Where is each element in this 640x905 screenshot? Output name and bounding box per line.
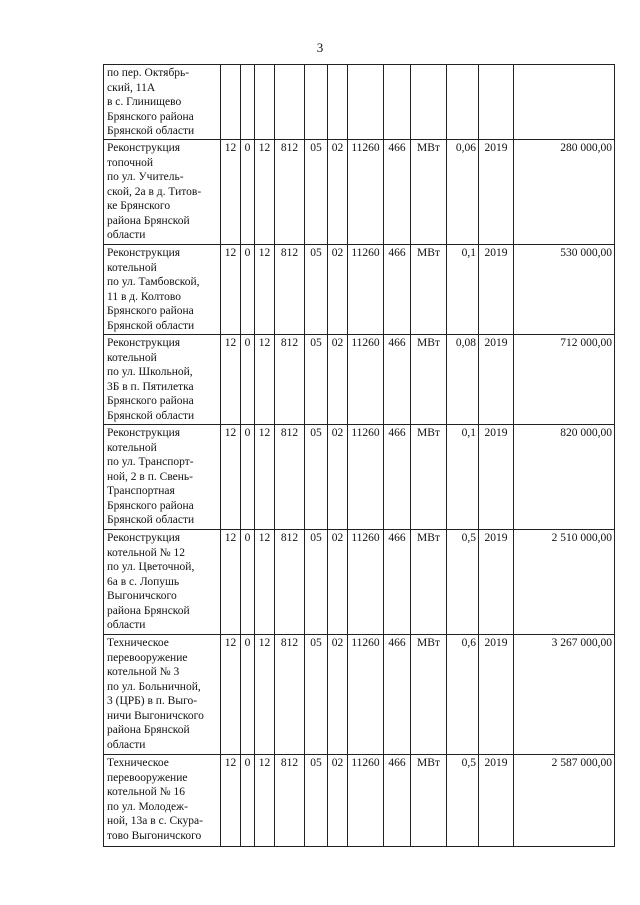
- cell-amount: 712 000,00: [514, 335, 615, 425]
- cell-col-6: 02: [328, 335, 348, 425]
- cell-col-3: 12: [255, 245, 275, 335]
- cell-col-3: 12: [255, 425, 275, 530]
- page-number: 3: [316, 40, 324, 55]
- cell-col-6: 02: [328, 425, 348, 530]
- cell-col-5: 05: [305, 245, 328, 335]
- cell-col-1: 12: [221, 140, 241, 245]
- cell-col-8: 466: [384, 140, 411, 245]
- cell-col-7: 11260: [348, 140, 384, 245]
- cell-col-1: [221, 65, 241, 140]
- table-row: [104, 425, 615, 530]
- cell-year: 2019: [479, 635, 514, 755]
- cell-col-6: 02: [328, 140, 348, 245]
- cell-qty: 0,5: [447, 755, 479, 847]
- table-row: [104, 755, 615, 847]
- cell-year: 2019: [479, 335, 514, 425]
- cell-unit: МВт: [411, 635, 447, 755]
- cell-col-4: 812: [275, 425, 305, 530]
- cell-col-6: 02: [328, 245, 348, 335]
- cell-name: Техническое перевооружение котельной № 3 по ул. Больничной, 3 (ЦРБ) в п. Выго- ничи Выгоничского района Брянской области: [104, 635, 221, 755]
- cell-col-8: 466: [384, 335, 411, 425]
- cell-col-1: 12: [221, 425, 241, 530]
- cell-col-7: 11260: [348, 425, 384, 530]
- cell-year: 2019: [479, 755, 514, 847]
- cell-year: 2019: [479, 245, 514, 335]
- cell-col-5: [305, 65, 328, 140]
- table-row: [104, 635, 615, 755]
- cell-col-8: 466: [384, 755, 411, 847]
- cell-qty: 0,1: [447, 425, 479, 530]
- cell-name: Реконструкция топочной по ул. Учитель- ской, 2а в д. Титов- ке Брянского района Брянской области: [104, 140, 221, 245]
- cell-col-4: 812: [275, 755, 305, 847]
- cell-col-5: 05: [305, 635, 328, 755]
- cell-year: 2019: [479, 425, 514, 530]
- cell-col-2: 0: [241, 245, 255, 335]
- cell-name: Реконструкция котельной № 12 по ул. Цветочной, 6а в с. Лопушь Выгоничского района Брянской области: [104, 530, 221, 635]
- cell-col-4: 812: [275, 245, 305, 335]
- cell-col-8: 466: [384, 425, 411, 530]
- cell-amount: 2 587 000,00: [514, 755, 615, 847]
- cell-year: [479, 65, 514, 140]
- cell-col-4: 812: [275, 140, 305, 245]
- cell-col-2: 0: [241, 530, 255, 635]
- table-row: [104, 335, 615, 425]
- cell-name: Реконструкция котельной по ул. Школьной, 3Б в п. Пятилетка Брянского района Брянской области: [104, 335, 221, 425]
- cell-col-7: 11260: [348, 755, 384, 847]
- cell-col-7: [348, 65, 384, 140]
- cell-unit: МВт: [411, 140, 447, 245]
- cell-col-6: [328, 65, 348, 140]
- cell-col-1: 12: [221, 245, 241, 335]
- cell-col-6: 02: [328, 755, 348, 847]
- table-row: [104, 140, 615, 245]
- cell-col-3: 12: [255, 635, 275, 755]
- cell-qty: 0,6: [447, 635, 479, 755]
- cell-col-5: 05: [305, 755, 328, 847]
- cell-col-5: 05: [305, 425, 328, 530]
- cell-col-2: 0: [241, 335, 255, 425]
- cell-col-7: 11260: [348, 245, 384, 335]
- cell-amount: 3 267 000,00: [514, 635, 615, 755]
- cell-col-1: 12: [221, 635, 241, 755]
- cell-unit: МВт: [411, 245, 447, 335]
- cell-name: по пер. Октябрь- ский, 11А в с. Глинищево Брянского района Брянской области: [104, 65, 221, 140]
- cell-col-6: 02: [328, 530, 348, 635]
- cell-col-7: 11260: [348, 635, 384, 755]
- cell-col-7: 11260: [348, 530, 384, 635]
- cell-col-5: 05: [305, 530, 328, 635]
- cell-col-5: 05: [305, 140, 328, 245]
- cell-col-4: 812: [275, 530, 305, 635]
- cell-name: Реконструкция котельной по ул. Транспорт- ной, 2 в п. Свень- Транспортная Брянского района Брянской области: [104, 425, 221, 530]
- cell-qty: [447, 65, 479, 140]
- cell-unit: МВт: [411, 335, 447, 425]
- cell-col-8: 466: [384, 245, 411, 335]
- cell-col-5: 05: [305, 335, 328, 425]
- cell-col-2: [241, 65, 255, 140]
- cell-col-2: 0: [241, 635, 255, 755]
- cell-col-1: 12: [221, 335, 241, 425]
- table-row: [104, 65, 615, 140]
- cell-col-3: 12: [255, 335, 275, 425]
- cell-col-8: 466: [384, 635, 411, 755]
- cell-col-4: [275, 65, 305, 140]
- cell-col-3: 12: [255, 530, 275, 635]
- cell-col-2: 0: [241, 425, 255, 530]
- budget-table: [103, 64, 615, 847]
- cell-qty: 0,1: [447, 245, 479, 335]
- cell-unit: МВт: [411, 530, 447, 635]
- table-row: [104, 530, 615, 635]
- cell-col-1: 12: [221, 530, 241, 635]
- cell-col-6: 02: [328, 635, 348, 755]
- cell-qty: 0,06: [447, 140, 479, 245]
- cell-amount: 2 510 000,00: [514, 530, 615, 635]
- cell-amount: 530 000,00: [514, 245, 615, 335]
- cell-year: 2019: [479, 140, 514, 245]
- table-row: [104, 245, 615, 335]
- cell-col-1: 12: [221, 755, 241, 847]
- cell-qty: 0,5: [447, 530, 479, 635]
- cell-col-2: 0: [241, 140, 255, 245]
- cell-col-4: 812: [275, 635, 305, 755]
- cell-col-7: 11260: [348, 335, 384, 425]
- cell-unit: МВт: [411, 425, 447, 530]
- cell-col-3: 12: [255, 140, 275, 245]
- cell-col-2: 0: [241, 755, 255, 847]
- cell-year: 2019: [479, 530, 514, 635]
- cell-qty: 0,08: [447, 335, 479, 425]
- cell-col-3: 12: [255, 755, 275, 847]
- cell-name: Техническое перевооружение котельной № 16 по ул. Молодеж- ной, 13а в с. Скура- тово Выгоничского: [104, 755, 221, 847]
- cell-name: Реконструкция котельной по ул. Тамбовской, 11 в д. Колтово Брянского района Брянской области: [104, 245, 221, 335]
- cell-col-8: [384, 65, 411, 140]
- cell-unit: [411, 65, 447, 140]
- cell-amount: 820 000,00: [514, 425, 615, 530]
- cell-unit: МВт: [411, 755, 447, 847]
- cell-amount: [514, 65, 615, 140]
- cell-col-3: [255, 65, 275, 140]
- cell-amount: 280 000,00: [514, 140, 615, 245]
- cell-col-8: 466: [384, 530, 411, 635]
- cell-col-4: 812: [275, 335, 305, 425]
